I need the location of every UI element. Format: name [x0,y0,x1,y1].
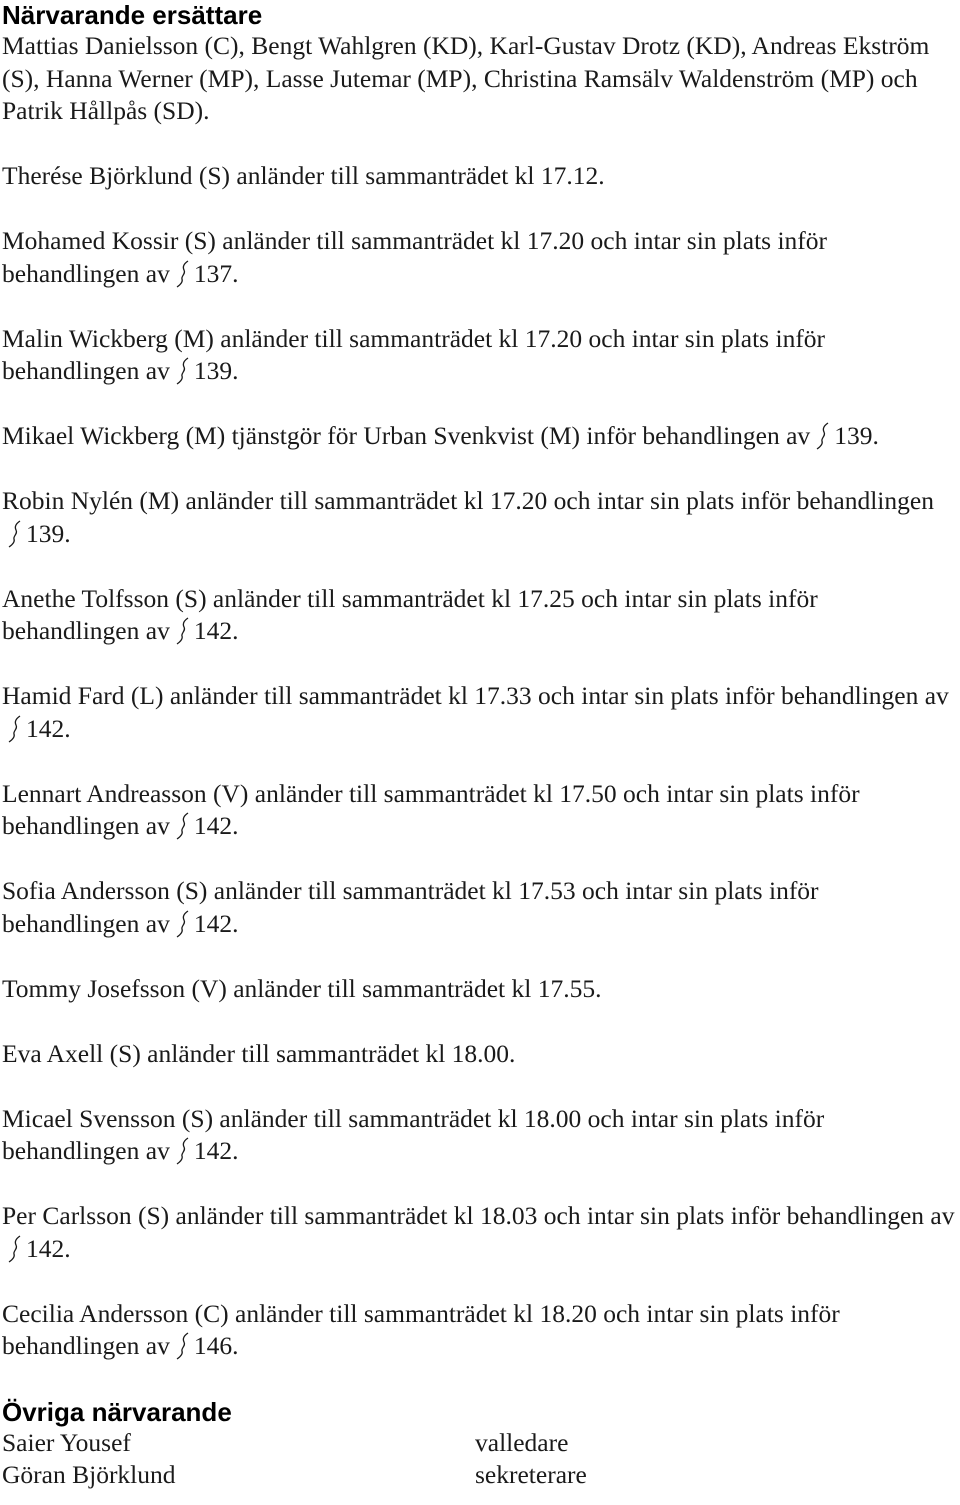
section-number: 137. [193,258,239,288]
arrival-entry [2,583,957,648]
arrival-entry-text: Micael Svensson (S) anländer till sammanträdet kl 18.00 och intar sin plats inför behandlingen av [2,1103,825,1165]
section-number: 142. [193,811,239,840]
arrival-entry [2,485,957,550]
arrival-entry-text: Per Carlsson (S) anländer till sammanträdet kl 18.03 och intar sin plats inför behandlingen av [2,1201,955,1230]
section-sign-icon [176,357,190,383]
arrival-entry [2,1298,957,1363]
arrival-entries [2,160,957,1363]
arrival-entry [2,1200,957,1265]
arrival-entry [2,680,957,745]
section-sign-icon [816,422,830,448]
substitutes-list: Mattias Danielsson (C), Bengt Wahlgren (KD), Karl-Gustav Drotz (KD), Andreas Ekström (S), Hanna Werner (MP), Lasse Jutemar (MP), Christina Ramsälv Waldenström (MP) och Patrik Hållpås (SD). [2,31,930,125]
section-number: 142. [193,616,239,645]
section-sign-icon [176,1137,190,1163]
heading-present-substitutes: Närvarande ersättare [2,0,263,30]
arrival-entry-text: Anethe Tolfsson (S) anländer till sammanträdet kl 17.25 och intar sin plats inför behandlingen av [2,583,818,645]
arrival-entry [2,778,957,843]
section-number: 146. [193,1331,239,1360]
person-role: valledare [475,1427,569,1457]
arrival-entry-text: Mohamed Kossir (S) anländer till sammanträdet kl 17.20 och intar sin plats inför behandlingen av [2,226,828,288]
section-number: 142. [26,713,71,743]
arrival-entry [2,420,957,453]
arrival-entry-text: Mikael Wickberg (M) tjänstgör för Urban Svenkvist (M) inför behandlingen av [2,421,811,450]
section-number: 139. [26,518,71,548]
arrival-entry [2,323,957,388]
arrival-entry [2,160,957,193]
arrival-entry [2,875,957,940]
arrival-entry-text: Robin Nylén (M) anländer till sammanträdet kl 17.20 och intar sin plats inför behandlingen [2,486,934,515]
arrival-entry-text: Cecilia Andersson (C) anländer till sammanträdet kl 18.20 och intar sin plats inför behandlingen av [2,1298,840,1360]
arrival-entry-text: Hamid Fard (L) anländer till sammanträdet kl 17.33 och intar sin plats inför behandlingen av [2,681,949,710]
person-name: Saier Yousef [2,1427,131,1457]
person-role: sekreterare [475,1460,587,1489]
document-page [2,0,957,1492]
section-number: 139. [193,356,239,385]
arrival-entry-text: Malin Wickberg (M) anländer till sammanträdet kl 17.20 och intar sin plats inför behandlingen av [2,323,826,385]
section-sign-icon [8,715,22,741]
arrival-entry [2,1038,957,1071]
arrival-entry-text: Lennart Andreasson (V) anländer till sammanträdet kl 17.50 och intar sin plats inför behandlingen av [2,778,860,840]
arrival-entry-text: Therése Björklund (S) anländer till sammanträdet kl 17.12. [2,161,605,190]
arrival-entry [2,973,957,1006]
arrival-entry [2,1103,957,1168]
other-present-list [2,1427,957,1492]
section-number: 139. [834,421,879,450]
section-sign-icon [176,260,190,286]
section-sign-icon [176,1332,190,1358]
arrival-entry-text: Tommy Josefsson (V) anländer till sammanträdet kl 17.55. [2,973,602,1003]
arrival-entry [2,225,957,290]
section-number: 142. [193,1136,239,1165]
section-sign-icon [176,910,190,936]
section-sign-icon [176,617,190,643]
section-sign-icon [8,1235,22,1261]
section-number: 142. [193,908,239,938]
arrival-entry-text: Eva Axell (S) anländer till sammanträdet kl 18.00. [2,1038,516,1068]
arrival-entry-text: Sofia Andersson (S) anländer till sammanträdet kl 17.53 och intar sin plats inför behandlingen av [2,876,819,938]
section-number: 142. [26,1233,71,1263]
section-sign-icon [176,812,190,838]
heading-other-present: Övriga närvarande [2,1396,232,1427]
person-name: Göran Björklund [2,1460,176,1489]
section-sign-icon [8,520,22,546]
